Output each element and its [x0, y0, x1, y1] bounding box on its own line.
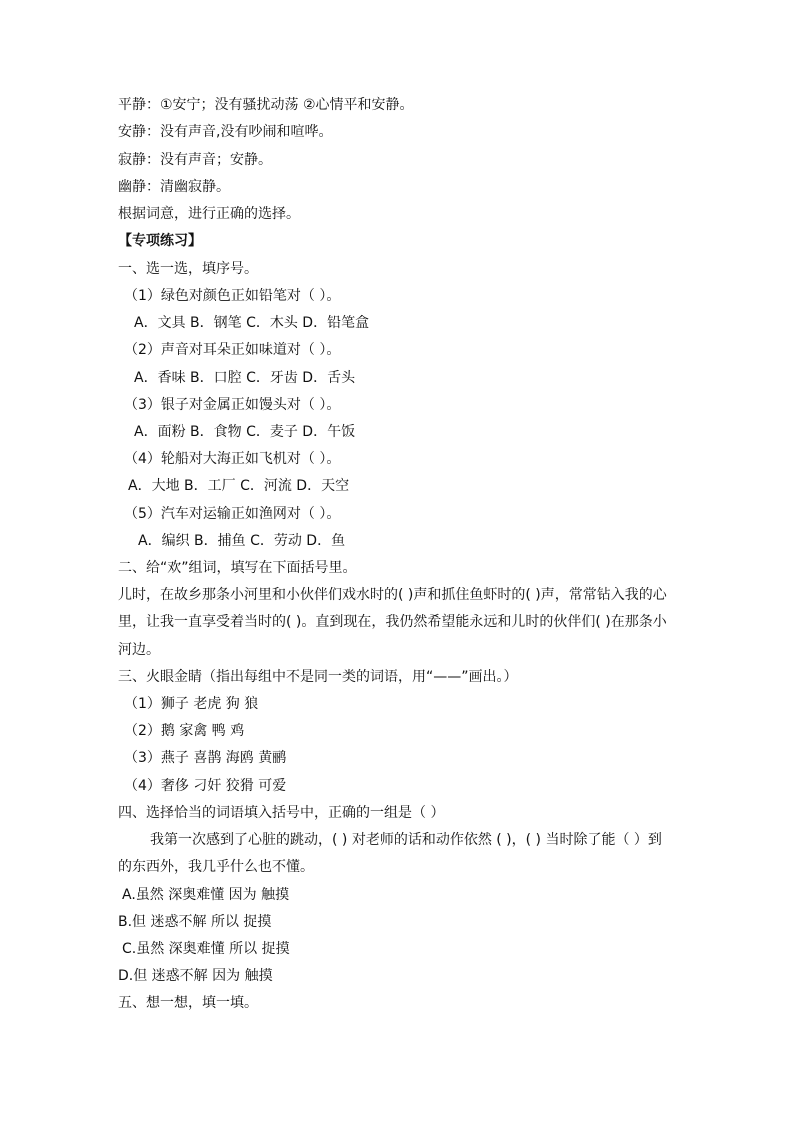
- q1-item-2-options: A．香味 B．口腔 C．牙齿 D．舌头: [134, 370, 356, 386]
- q3-item-1: （1）狮子 老虎 狗 狼: [124, 696, 259, 712]
- q4-passage-line-1: 我第一次感到了心脏的跳动，( ) 对老师的话和动作依然 ( )，( ) 当时除了能（ ）到: [150, 832, 662, 848]
- q2-line-1: 儿时，在故乡那条小河里和小伙伴们戏水时的( )声和抓住鱼虾时的( )声，常常钻入我的心: [118, 587, 667, 603]
- q1-item-3-options: A．面粉 B．食物 C．麦子 D．午饭: [134, 424, 356, 440]
- q3-item-3: （3）燕子 喜鹊 海鸥 黄鹂: [124, 750, 287, 766]
- definition-pingjing: 平静：①安宁；没有骚扰动荡 ②心情平和安静。: [118, 97, 414, 113]
- q1-item-5-options: A．编织 B．捕鱼 C．劳动 D．鱼: [138, 533, 346, 549]
- q4-option-a: A.虽然 深奥难懂 因为 触摸: [122, 887, 290, 903]
- q4-option-b: B.但 迷惑不解 所以 捉摸: [118, 914, 272, 930]
- definition-anjing: 安静：没有声音,没有吵闹和喧哗。: [118, 124, 333, 140]
- q1-item-4-stem: （4）轮船对大海正如飞机对（ ）。: [124, 451, 341, 467]
- definition-youjing: 幽静：清幽寂静。: [118, 179, 230, 195]
- q1-title: 一、选一选，填序号。: [118, 261, 258, 277]
- q4-option-c: C.虽然 深奥难懂 所以 捉摸: [122, 941, 290, 957]
- q5-title: 五、想一想，填一填。: [118, 995, 258, 1011]
- q1-item-2-stem: （2）声音对耳朵正如味道对（ ）。: [124, 342, 341, 358]
- q1-item-4-options: A．大地 B．工厂 C．河流 D．天空: [128, 478, 350, 494]
- q3-title: 三、火眼金睛（指出每组中不是同一类的词语，用“——”画出。）: [118, 669, 518, 685]
- instruction-text: 根据词意，进行正确的选择。: [118, 206, 300, 222]
- definition-jijing: 寂静：没有声音；安静。: [118, 152, 272, 168]
- q1-item-1-options: A．文具 B．钢笔 C．木头 D．铅笔盒: [134, 315, 370, 331]
- q1-item-1-stem: （1）绿色对颜色正如铅笔对（ ）。: [124, 288, 341, 304]
- q2-line-3: 河边。: [118, 642, 160, 658]
- q2-title: 二、给“欢”组词，填写在下面括号里。: [118, 560, 357, 576]
- q1-item-3-stem: （3）银子对金属正如馒头对（ ）。: [124, 397, 341, 413]
- q2-line-2: 里，让我一直享受着当时的( )。直到现在，我仍然希望能永远和儿时的伙伴们( )在那条小: [118, 614, 667, 630]
- q3-item-4: （4）奢侈 刁奸 狡猾 可爱: [124, 778, 287, 794]
- q4-title: 四、选择恰当的词语填入括号中，正确的一组是（ ）: [118, 805, 445, 821]
- q3-item-2: （2）鹅 家禽 鸭 鸡: [124, 723, 245, 739]
- section-title: 【专项练习】: [118, 233, 202, 249]
- q1-item-5-stem: （5）汽车对运输正如渔网对（ ）。: [124, 506, 341, 522]
- q4-passage-line-2: 的东西外，我几乎什么也不懂。: [118, 859, 314, 875]
- q4-option-d: D.但 迷惑不解 因为 触摸: [118, 968, 273, 984]
